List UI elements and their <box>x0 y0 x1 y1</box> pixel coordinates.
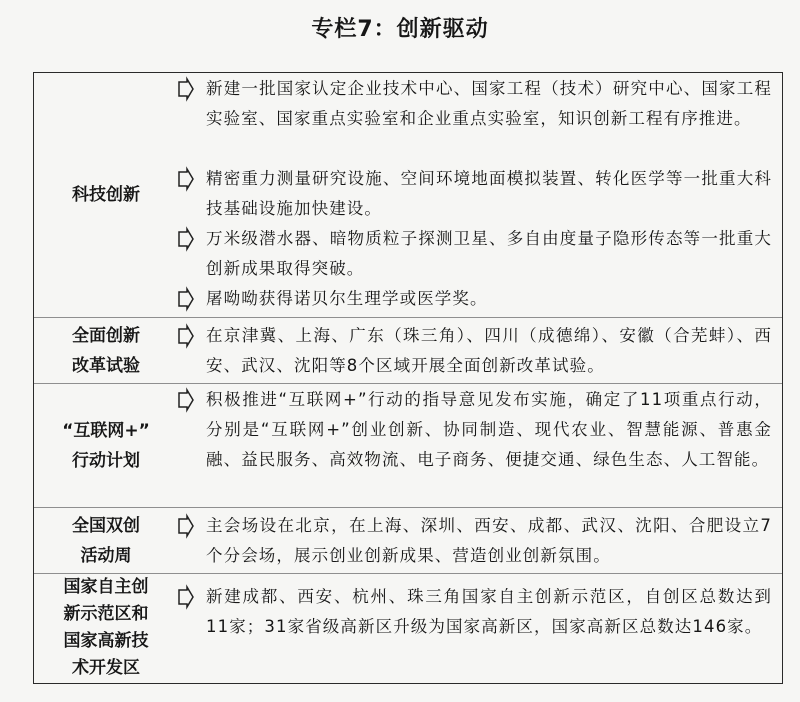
bullet-text: 新建成都、西安、杭州、珠三角国家自主创新示范区，自创区总数达到11家；31家省级高新区升级为国家高新区，国家高新区总数达146家。 <box>206 587 772 636</box>
section-innovation-zones <box>34 573 782 682</box>
bullet-item <box>206 511 772 571</box>
section-label: 全面创新 改革试验 <box>72 325 140 376</box>
bullet-item <box>206 582 772 642</box>
bullet-text: 精密重力测量研究设施、空间环境地面模拟装置、转化医学等一批重大科技基础设施加快建设。 <box>206 169 772 218</box>
arrow-bullet-icon <box>174 284 196 314</box>
section-mass-innovation-week <box>34 507 782 573</box>
bullet-item <box>206 74 772 134</box>
bullet-text: 主会场设在北京，在上海、深圳、西安、成都、武汉、沈阳、合肥设立7个分会场，展示创业创新成果、营造创业创新氛围。 <box>206 516 772 565</box>
section-internet-plus <box>34 383 782 507</box>
section-label: 全国双创 活动周 <box>72 515 140 566</box>
page-title: 专栏7：创新驱动 <box>311 17 489 42</box>
arrow-bullet-icon <box>174 511 196 541</box>
section-comprehensive-reform <box>34 317 782 383</box>
bullet-text: 万米级潜水器、暗物质粒子探测卫星、多自由度量子隐形传态等一批重大创新成果取得突破。 <box>206 229 772 278</box>
bullet-item <box>206 321 772 381</box>
section-label: 科技创新 <box>72 185 140 205</box>
arrow-bullet-icon <box>174 385 196 415</box>
section-label: “互联网+” 行动计划 <box>62 420 150 471</box>
arrow-bullet-icon <box>174 224 196 254</box>
arrow-bullet-icon <box>174 582 196 612</box>
bullet-text: 屠呦呦获得诺贝尔生理学或医学奖。 <box>206 289 488 308</box>
bullet-text: 积极推进“互联网+”行动的指导意见发布实施，确定了11项重点行动，分别是“互联网+”创业创新、协同制造、现代农业、智慧能源、普惠金融、益民服务、高效物流、电子商务、便捷交通、绿色生态、人工智能。 <box>206 390 772 469</box>
bullet-text: 新建一批国家认定企业技术中心、国家工程（技术）研究中心、国家工程实验室、国家重点实验室和企业重点实验室，知识创新工程有序推进。 <box>206 79 772 128</box>
section-tech-innovation <box>34 73 782 317</box>
arrow-bullet-icon <box>174 164 196 194</box>
bullet-text: 在京津冀、上海、广东（珠三角）、四川（成德绵）、安徽（合芜蚌）、西安、武汉、沈阳等8个区域开展全面创新改革试验。 <box>206 326 772 375</box>
bullet-item <box>206 385 772 475</box>
section-label: 国家自主创 新示范区和 国家高新技 术开发区 <box>63 577 149 678</box>
bullet-item <box>206 224 772 284</box>
bullet-item <box>206 284 772 314</box>
arrow-bullet-icon <box>174 74 196 104</box>
bullet-item <box>206 164 772 224</box>
content-table <box>33 72 783 684</box>
arrow-bullet-icon <box>174 321 196 351</box>
